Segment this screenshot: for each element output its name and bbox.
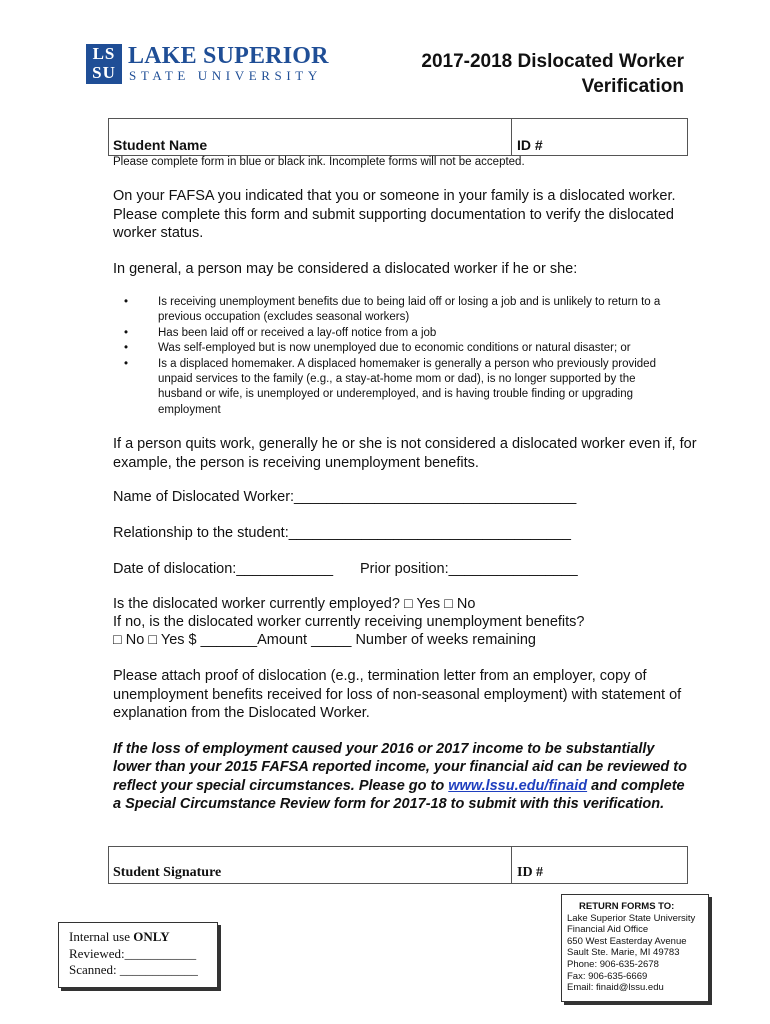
box-divider xyxy=(511,847,512,883)
university-logo xyxy=(86,44,336,86)
prior-position-field[interactable]: Prior position:________________ xyxy=(360,561,578,577)
return-phone: Phone: 906-635-2678 xyxy=(567,958,659,970)
intro-paragraph: On your FAFSA you indicated that you or someone in your family is a dislocated worker. Please complete this form and submit supporting documentation to verify the dislocated worker status. xyxy=(113,188,676,241)
unemployment-question: If no, is the dislocated worker currently receiving unemployment benefits? xyxy=(113,614,585,630)
quits-paragraph: If a person quits work, generally he or she is not considered a dislocated worker even if, for example, the person is receiving unemployment benefits. xyxy=(113,436,697,471)
list-item: • Has been laid off or received a lay-off notice from a job xyxy=(113,326,673,341)
special-circumstance-paragraph xyxy=(113,740,693,813)
student-info-box xyxy=(108,118,688,156)
page-title xyxy=(421,49,684,99)
logo-monogram-top: LS xyxy=(92,44,116,63)
dislocation-date-field[interactable]: Date of dislocation:____________ xyxy=(113,561,334,577)
box-divider xyxy=(511,119,512,155)
internal-use-heading xyxy=(69,929,217,946)
student-id-field[interactable]: ID # xyxy=(517,137,543,153)
student-name-field[interactable]: Student Name xyxy=(113,137,208,153)
return-address-line: 650 West Easterday Avenue xyxy=(567,935,687,947)
list-item: • Was self-employed but is now unemployed due to economic conditions or natural disaster; or xyxy=(113,341,673,356)
finaid-link[interactable]: www.lssu.edu/finaid xyxy=(448,777,588,794)
scanned-line: Scanned: ____________ xyxy=(69,962,198,977)
logo-monogram xyxy=(86,44,122,84)
relationship-field[interactable]: Relationship to the student:___________________________________ xyxy=(113,525,571,541)
worker-name-field[interactable]: Name of Dislocated Worker:___________________________________ xyxy=(113,489,577,505)
return-forms-heading: RETURN FORMS TO: xyxy=(579,901,675,912)
title-line-1: 2017-2018 Dislocated Worker xyxy=(421,51,684,72)
internal-use-only: ONLY xyxy=(133,929,170,944)
signature-id-field[interactable]: ID # xyxy=(517,865,544,880)
special-text-before: If the loss of employment caused your 2016 or 2017 income to be substantially lower than your 2015 FAFSA reported income, your financial aid can be reviewed to reflect your special circumstances. Please go to xyxy=(113,741,687,794)
criteria-list xyxy=(113,295,673,418)
list-item: • Is receiving unemployment benefits due to being laid off or losing a job and is unlikely to return to a previous occupation (excludes seasonal workers) xyxy=(113,295,673,326)
return-address-line: Sault Ste. Marie, MI 49783 xyxy=(567,947,680,959)
internal-use-prefix: Internal use xyxy=(69,929,134,944)
internal-use-box xyxy=(58,922,218,988)
unemployment-answer[interactable]: □ No □ Yes $ _______Amount _____ Number of weeks remaining xyxy=(113,632,536,648)
employed-question[interactable]: Is the dislocated worker currently employed? □ Yes □ No xyxy=(113,596,476,612)
special-text-after: and complete a Special Circumstance Review form for 2017-18 to submit with this verification. xyxy=(113,777,685,812)
attach-paragraph: Please attach proof of dislocation (e.g., termination letter from an employer, copy of unemployment benefits received for loss of non-seasonal employment) with statement of explanation from the Dislocated Worker. xyxy=(113,668,682,721)
return-fax: Fax: 906-635-6669 xyxy=(567,970,648,982)
reviewed-line: Reviewed:___________ xyxy=(69,945,197,961)
student-signature-field[interactable]: Student Signature xyxy=(113,865,222,880)
return-email: Email: finaid@lssu.edu xyxy=(567,982,664,994)
ink-note: Please complete form in blue or black ink. Incomplete forms will not be accepted. xyxy=(113,156,525,168)
return-address-line: Lake Superior State University xyxy=(567,912,696,924)
logo-monogram-bottom: SU xyxy=(92,63,116,82)
return-address-line: Financial Aid Office xyxy=(567,924,649,936)
return-forms-box xyxy=(561,894,709,1002)
title-line-2: Verification xyxy=(581,76,684,97)
logo-name: LAKE SUPERIOR xyxy=(128,43,329,69)
logo-subtitle: STATE UNIVERSITY xyxy=(129,68,322,83)
general-paragraph: In general, a person may be considered a dislocated worker if he or she: xyxy=(113,261,578,277)
list-item: • Is a displaced homemaker. A displaced homemaker is generally a person who previously provided unpaid services to the family (e.g., a stay-at-home mom or dad), is no longer supported by the husband or wife, is unemployed or underemployed, and is having trouble finding or upgrading employment xyxy=(113,357,673,419)
signature-box xyxy=(108,846,688,884)
